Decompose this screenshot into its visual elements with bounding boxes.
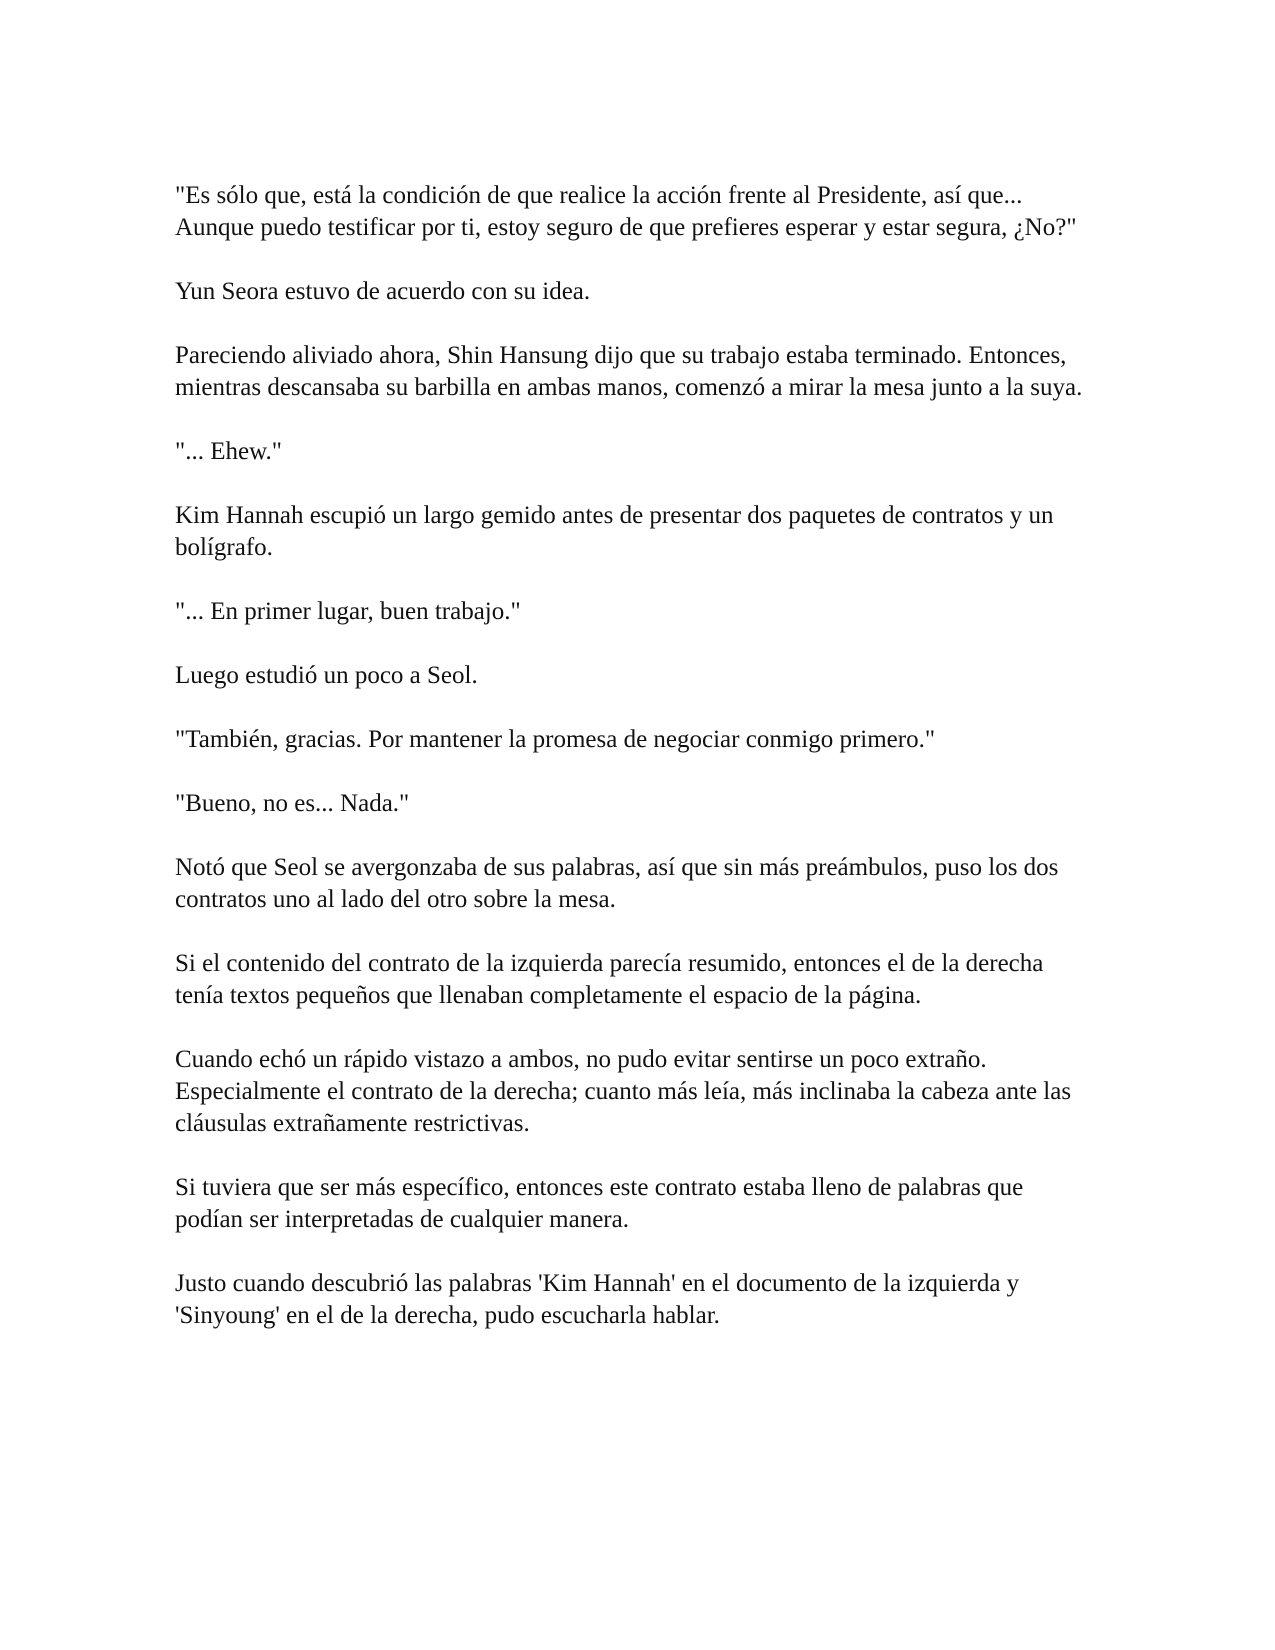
- paragraph: Notó que Seol se avergonzaba de sus palabras, así que sin más preámbulos, puso los dos contratos uno al lado del otro sobre la mesa.: [175, 854, 1059, 913]
- paragraph: "... Ehew.": [175, 438, 282, 465]
- paragraph: Yun Seora estuvo de acuerdo con su idea.: [175, 278, 591, 305]
- paragraph: Luego estudió un poco a Seol.: [175, 662, 478, 689]
- paragraph: "También, gracias. Por mantener la promesa de negociar conmigo primero.": [175, 726, 936, 753]
- paragraph: "Bueno, no es... Nada.": [175, 790, 410, 817]
- paragraph: "... En primer lugar, buen trabajo.": [175, 598, 521, 625]
- document-body: [175, 180, 1095, 1364]
- paragraph: Pareciendo aliviado ahora, Shin Hansung dijo que su trabajo estaba terminado. Entonces, mientras descansaba su barbilla en ambas manos, comenzó a mirar la mesa junto a la suya.: [175, 342, 1083, 401]
- paragraph: Cuando echó un rápido vistazo a ambos, no pudo evitar sentirse un poco extraño. Especialmente el contrato de la derecha; cuanto más leía, más inclinaba la cabeza ante las cláusulas extrañamente restrictivas.: [175, 1046, 1072, 1137]
- paragraph: "Es sólo que, está la condición de que realice la acción frente al Presidente, así que... Aunque puedo testificar por ti, estoy seguro de que prefieres esperar y estar segura, ¿No?": [175, 182, 1077, 241]
- paragraph: Si el contenido del contrato de la izquierda parecía resumido, entonces el de la derecha tenía textos pequeños que llenaban completamente el espacio de la página.: [175, 950, 1044, 1009]
- paragraph: Justo cuando descubrió las palabras 'Kim Hannah' en el documento de la izquierda y 'Sinyoung' en el de la derecha, pudo escucharla hablar.: [175, 1270, 1020, 1329]
- paragraph: Kim Hannah escupió un largo gemido antes de presentar dos paquetes de contratos y un bolígrafo.: [175, 502, 1054, 561]
- paragraph: Si tuviera que ser más específico, entonces este contrato estaba lleno de palabras que podían ser interpretadas de cualquier manera.: [175, 1174, 1024, 1233]
